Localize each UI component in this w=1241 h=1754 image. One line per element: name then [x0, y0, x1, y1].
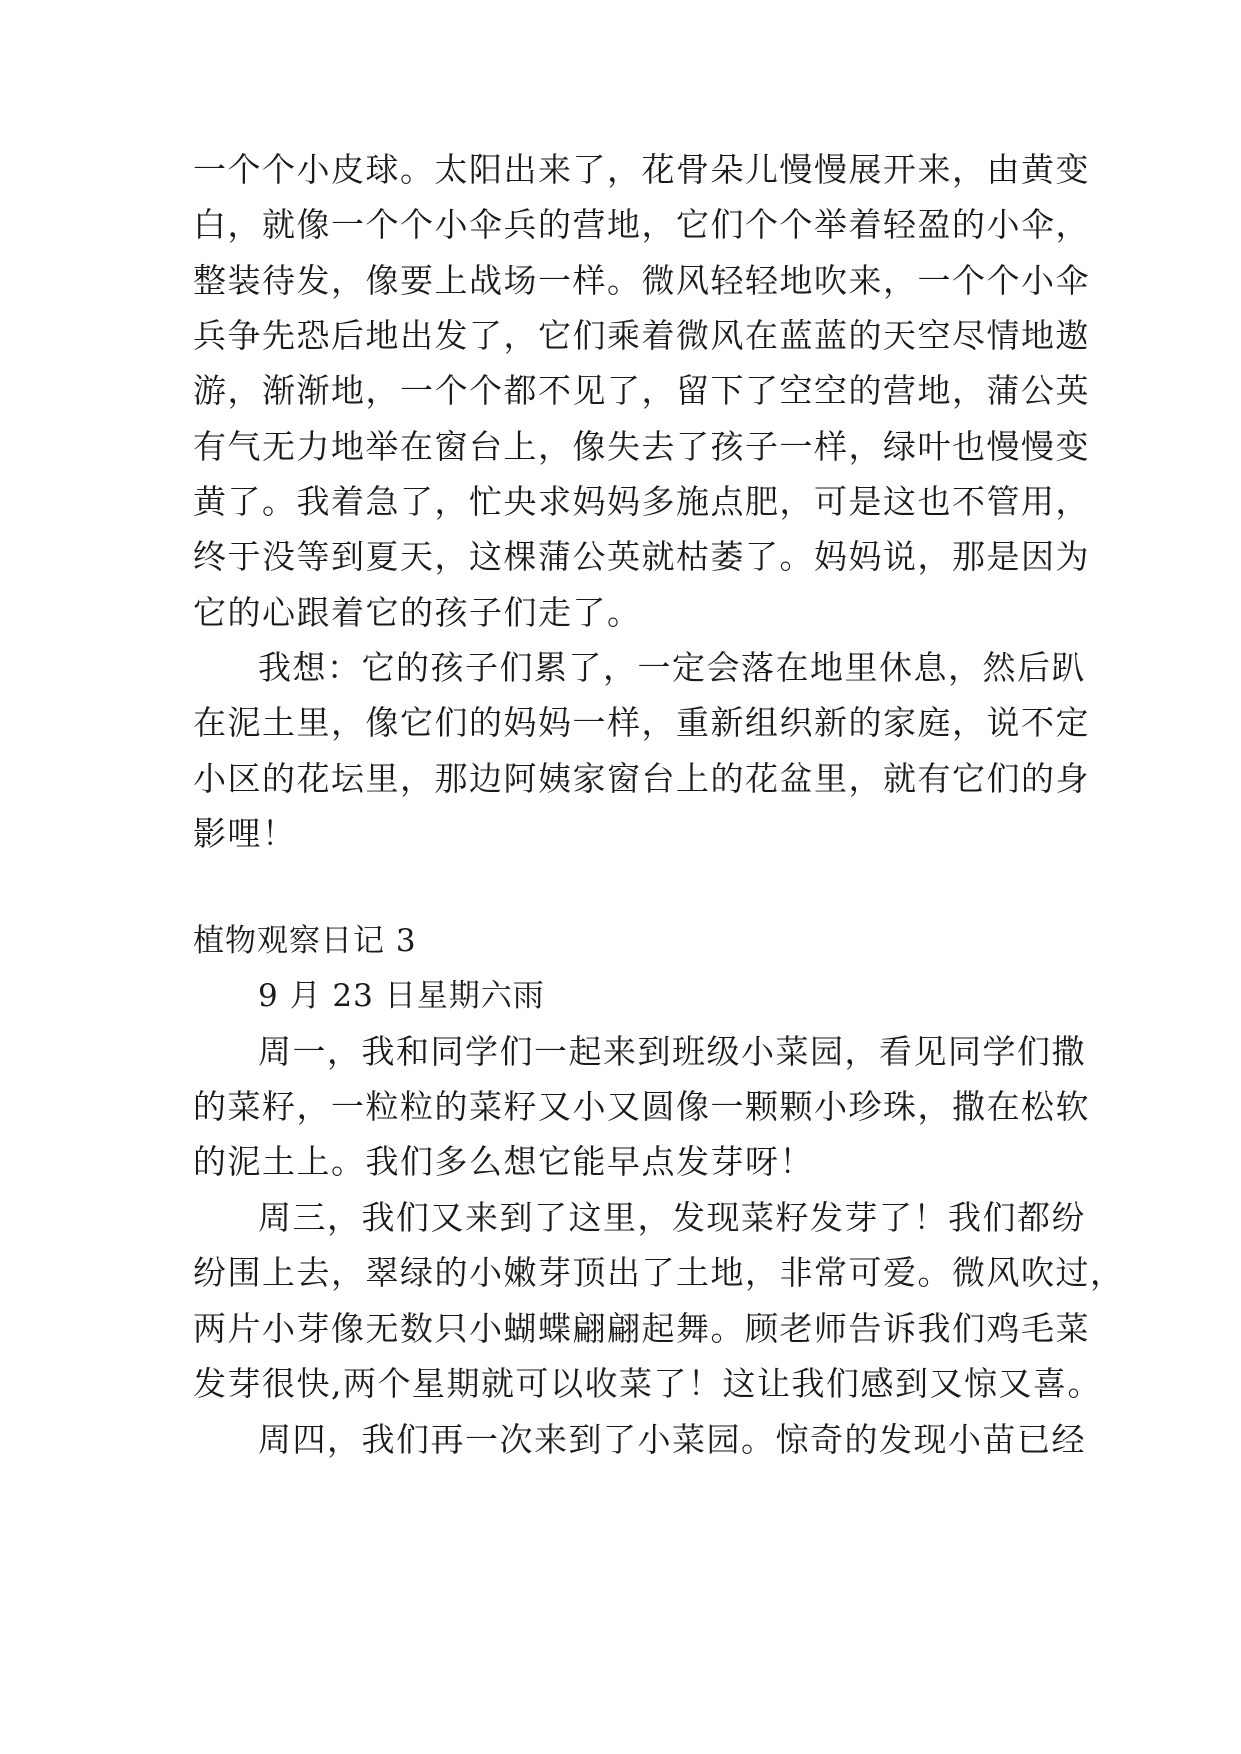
- paragraph-line: 的泥土上。我们多么想它能早点发芽呀！: [193, 1142, 814, 1181]
- paragraph-line: 小区的花坛里，那边阿姨家窗台上的花盆里，就有它们的身: [193, 759, 1090, 798]
- paragraph-line: 黄了。我着急了，忙央求妈妈多施点肥，可是这也不管用，: [193, 482, 1090, 521]
- paragraph-line: 游，渐渐地，一个个都不见了，留下了空空的营地，蒲公英: [193, 371, 1090, 410]
- paragraph-line: 纷围上去，翠绿的小嫩芽顶出了土地，非常可爱。微风吹过，: [193, 1253, 1125, 1292]
- paragraph-line: 终于没等到夏天，这棵蒲公英就枯萎了。妈妈说，那是因为: [193, 537, 1090, 576]
- paragraph-line: 影哩！: [193, 814, 297, 853]
- paragraph-line: 兵争先恐后地出发了，它们乘着微风在蓝蓝的天空尽情地遨: [193, 316, 1090, 355]
- section-title: 植物观察日记 3: [193, 923, 417, 959]
- paragraph-line: 周三，我们又来到了这里，发现菜籽发芽了！我们都纷: [258, 1198, 1086, 1237]
- paragraph-line: 周一，我和同学们一起来到班级小菜园，看见同学们撒: [258, 1032, 1086, 1071]
- paragraph-line: 白，就像一个个小伞兵的营地，它们个个举着轻盈的小伞，: [193, 205, 1090, 244]
- paragraph-line: 周四，我们再一次来到了小菜园。惊奇的发现小苗已经: [258, 1420, 1086, 1459]
- paragraph-line: 我想：它的孩子们累了，一定会落在地里休息，然后趴: [258, 648, 1086, 687]
- paragraph-line: 它的心跟着它的孩子们走了。: [193, 593, 642, 632]
- date-line: 9 月 23 日星期六雨: [258, 978, 545, 1014]
- paragraph-line: 两片小芽像无数只小蝴蝶翩翩起舞。顾老师告诉我们鸡毛菜: [193, 1309, 1090, 1348]
- paragraph-line: 在泥土里，像它们的妈妈一样，重新组织新的家庭，说不定: [193, 703, 1090, 742]
- paragraph-line: 整装待发，像要上战场一样。微风轻轻地吹来，一个个小伞: [193, 261, 1090, 300]
- paragraph-line: 一个个小皮球。太阳出来了，花骨朵儿慢慢展开来，由黄变: [193, 150, 1090, 189]
- paragraph-line: 有气无力地举在窗台上，像失去了孩子一样，绿叶也慢慢变: [193, 427, 1090, 466]
- paragraph-line: 的菜籽，一粒粒的菜籽又小又圆像一颗颗小珍珠，撒在松软: [193, 1087, 1090, 1126]
- paragraph-line: 发芽很快,两个星期就可以收菜了！这让我们感到又惊又喜。: [193, 1364, 1102, 1403]
